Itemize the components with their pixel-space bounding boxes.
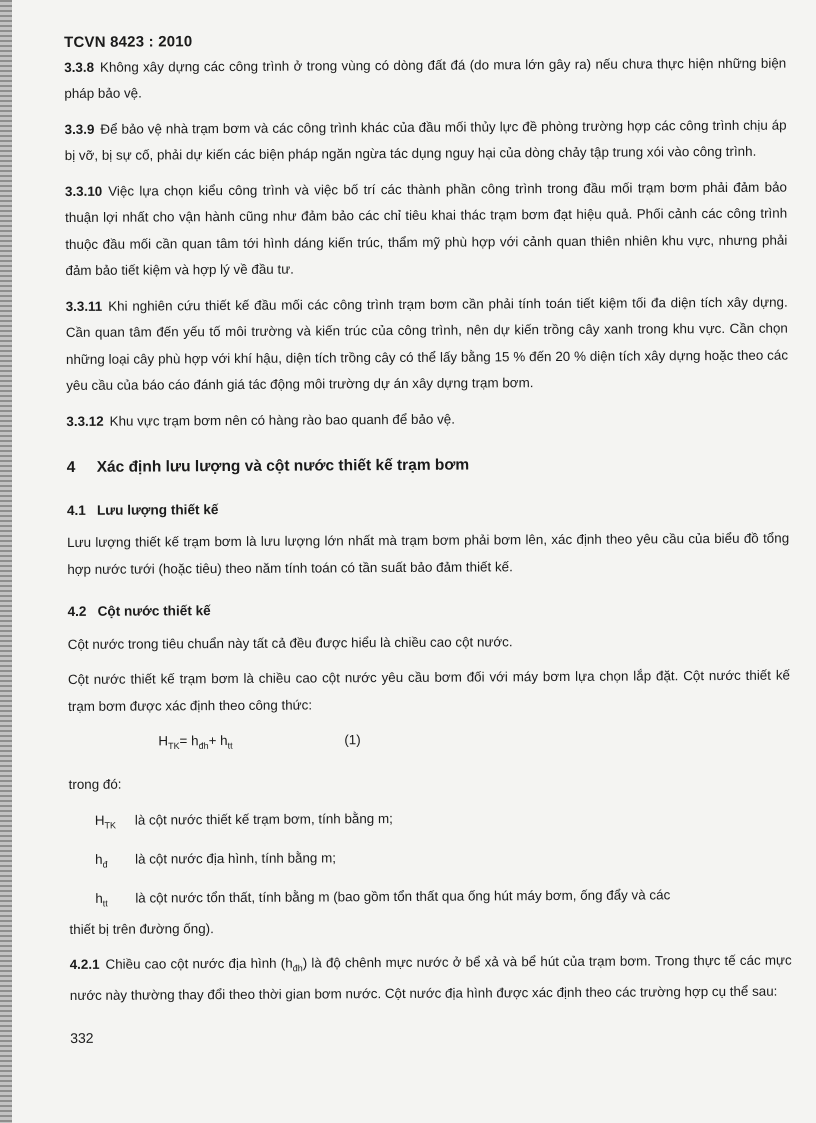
definition-symbol [95,807,135,838]
subsection-4-1-heading [67,493,789,524]
formula-lhs [158,733,180,752]
symbol-main: H [94,812,105,828]
clause-number: 3.3.12 [66,413,104,429]
clause-3-3-12 [66,404,788,435]
clause-3-3-10 [65,174,788,284]
symbol-main: h [95,851,103,867]
clause-text-part: ) là độ chênh mực nước ở bể xả và bể hút của trạm bơm. Trong thực tế các mực nước này thường thay đổi theo thời gian bơm nước. Cột nước địa hình được xác định theo các trường hợp cụ thể sau: [69,952,792,1003]
formula-1 [158,725,790,760]
clause-text: Để bảo vệ nhà trạm bơm và các công trình khác của đầu mối thủy lực đề phòng trường hợp các công trình chịu áp bị vỡ, bị sự cố, phải dự kiến các biện pháp ngăn ngừa tác dụng nguy hại của dòng chảy tập trung xói vào công trình. [64,117,787,163]
clause-number: 3.3.11 [65,298,103,314]
clause-number: 3.3.8 [64,59,95,75]
clause-3-3-9 [65,112,787,169]
definition-item [69,882,791,918]
clause-3-3-8 [64,50,786,107]
clause-text: Việc lựa chọn kiểu công trình và việc bố trí các thành phần công trình trong đầu mối trạm bơm phải đảm bảo thuận lợi nhất cho vận hành cũng như đảm bảo các chỉ tiêu khai thác trạm bơm đạt hiệu quả. Phối cảnh các công trình thuộc đầu mối cần quan tâm tới hình dáng kiến trúc, thẩm mỹ phù hợp với cảnh quan thiên nhiên khu vực, nhưng phải đảm bảo tiết kiệm và hợp lý về đầu tư. [65,179,788,278]
binding-edge [0,0,12,1123]
equation-number: (1) [344,732,361,748]
section-4-heading [67,451,789,482]
clause-text-subscript: đh [292,962,303,973]
subsection-4-2-para1: Cột nước trong tiêu chuẩn này tất cả đều được hiểu là chiều cao cột nước. [67,633,513,652]
formula-symbol: H [158,733,169,749]
clause-text: Không xây dựng các công trình ở trong vùng có dòng đất đá (do mưa lớn gây ra) nếu chưa thực hiện những biện pháp bảo vệ. [64,55,787,101]
formula-subscript: tt [227,740,233,751]
formula-equals: = [179,733,192,749]
subsection-4-1-text: Lưu lượng thiết kế trạm bơm là lưu lượng lớn nhất mà trạm bơm phải bơm lên, xác định theo yêu cầu của biểu đồ tổng hợp nước tưới (hoặc tiêu) theo năm tính toán có tần suất bảo đảm thiết kế. [67,530,790,577]
symbol-subscript: tt [102,898,108,909]
clause-number: 3.3.9 [64,121,95,137]
standard-code-header: TCVN 8423 : 2010 [64,33,193,51]
section-title: Xác định lưu lượng và cột nước thiết kế trạm bơm [96,456,470,476]
definition-symbol [95,886,135,917]
symbol-subscript: TK [104,820,117,831]
section-number: 4 [66,458,76,476]
page-content [64,26,792,1052]
definition-continuation: thiết bị trên đường ống). [69,921,214,938]
clause-4-2-1 [70,947,792,1009]
symbol-subscript: đ [102,859,108,870]
formula-plus: + [208,733,221,749]
subsection-number: 4.1 [66,502,86,518]
subsection-title: Cột nước thiết kế [97,603,211,619]
page-number: 332 [70,1030,94,1047]
definition-text: là cột nước thiết kế trạm bơm, tính bằng m; [134,810,393,828]
clause-text: Khi nghiên cứu thiết kế đầu mối các công trình trạm bơm cần phải tính toán tiết kiệm tối đa diện tích xây dựng. Cần quan tâm đến yếu tố môi trường và kiến trúc của công trình, nên dự kiến trồng cây xanh trong khu vực. Cần chọn những loại cây phù hợp với khí hậu, diện tích trồng cây có thể lấy bằng 15 % đến 20 % diện tích xây dựng hoặc theo các yêu cầu của báo cáo đánh giá tác động môi trường dự án xây dựng trạm bơm. [65,294,789,393]
subsection-number: 4.2 [67,603,87,619]
definition-text: là cột nước địa hình, tính bằng m; [135,850,336,867]
clause-number: 3.3.10 [64,183,103,199]
formula-subscript: TK [168,740,180,752]
clause-3-3-11 [66,289,789,399]
definition-text: là cột nước tổn thất, tính bằng m (bao gồm tổn thất qua ống hút máy bơm, ống đẩy và các [135,887,671,906]
definition-item [69,842,791,878]
subsection-4-2-para2: Cột nước thiết kế trạm bơm là chiều cao cột nước yêu cầu bơm đối với máy bơm lựa chọn lắp đặt. Cột nước thiết kế trạm bơm được xác định theo công thức: [67,667,790,714]
where-label: trong đó: [68,776,122,793]
clause-number: 4.2.1 [69,956,100,972]
formula-symbol: h [220,733,228,749]
formula-symbol: h [191,733,199,749]
definition-symbol [95,846,135,877]
clause-text-part: Chiều cao cột nước địa hình (h [105,955,293,972]
definitions-list [69,803,792,943]
subsection-4-2-heading [67,595,789,626]
symbol-main: h [95,890,103,906]
definition-item [69,803,791,839]
clause-text: Khu vực trạm bơm nên có hàng rào bao quanh để bảo vệ. [109,411,455,429]
subsection-title: Lưu lượng thiết kế [96,501,219,518]
formula-subscript: đh [198,740,209,751]
